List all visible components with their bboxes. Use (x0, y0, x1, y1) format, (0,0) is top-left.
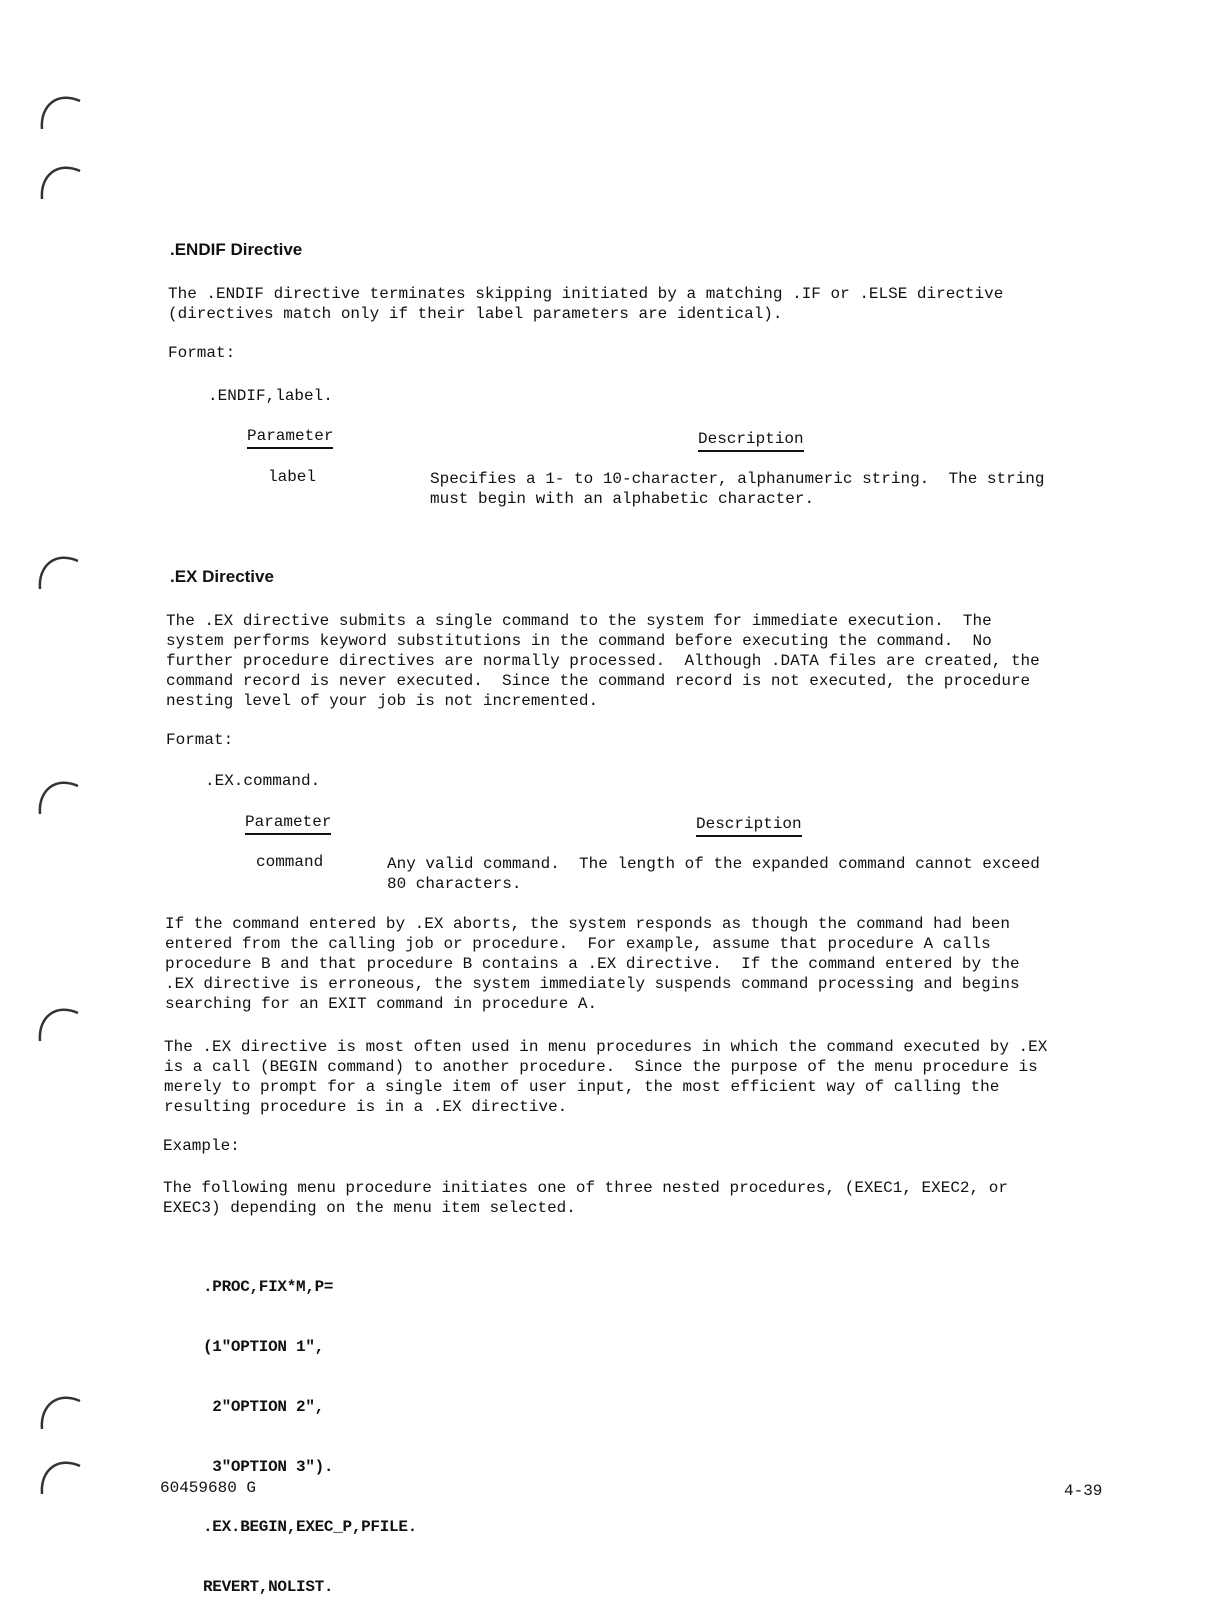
ex-menu-line: resulting procedure is in a .EX directive. (164, 1098, 568, 1116)
ex-abort-line: procedure B and that procedure B contains a .EX directive. If the command entered by the (165, 955, 1020, 973)
ex-line: system performs keyword substitutions in the command before executing the command. No (166, 632, 992, 650)
ex-param-desc-line: Any valid command. The length of the expanded command cannot exceed (387, 855, 1040, 873)
ex-example-intro (163, 1178, 1008, 1218)
binder-hole-mark (38, 1450, 84, 1496)
endif-line: (directives match only if their label parameters are identical). (168, 305, 783, 323)
footer-doc-number: 60459680 G (160, 1479, 257, 1497)
ex-param-desc-line: 80 characters. (387, 875, 522, 893)
binder-hole-mark (36, 770, 82, 816)
footer-page-number: 4-39 (1064, 1482, 1103, 1500)
ex-example-label: Example: (163, 1137, 240, 1155)
ex-menu-line: is a call (BEGIN command) to another procedure. Since the purpose of the menu procedure is (164, 1058, 1038, 1076)
binder-hole-mark (36, 545, 82, 591)
endif-param-name: label (268, 468, 317, 486)
ex-line: The .EX directive submits a single command to the system for immediate execution. The (166, 612, 992, 630)
ex-line: further procedure directives are normally processed. Although .DATA files are created, the (166, 652, 1040, 670)
ex-param-description (387, 854, 1040, 894)
ex-line: command record is never executed. Since the command record is not executed, the procedure (166, 672, 1031, 690)
code-line: (1"OPTION 1", (203, 1338, 324, 1356)
ex-heading: .EX Directive (170, 567, 274, 586)
ex-abort-line: .EX directive is erroneous, the system immediately suspends command processing and begins (165, 975, 1020, 993)
endif-param-desc-line: must begin with an alphabetic character. (430, 490, 815, 508)
binder-hole-mark (38, 155, 84, 201)
endif-format-syntax: .ENDIF,label. (208, 387, 333, 405)
ex-description (166, 611, 1040, 711)
endif-format-label: Format: (168, 344, 236, 362)
ex-abort-line: searching for an EXIT command in procedure A. (165, 995, 598, 1013)
ex-format-label: Format: (166, 731, 234, 749)
ex-abort-line: entered from the calling job or procedure. For example, assume that procedure A calls (165, 935, 991, 953)
ex-example-code (203, 1237, 417, 1617)
endif-param-desc-line: Specifies a 1- to 10-character, alphanumeric string. The string (430, 470, 1045, 488)
code-line: .EX.BEGIN,EXEC_P,PFILE. (203, 1518, 417, 1536)
binder-hole-mark (36, 997, 82, 1043)
code-line: 3"OPTION 3"). (203, 1458, 334, 1476)
ex-parameter-header: Parameter (245, 812, 331, 835)
ex-param-name: command (256, 853, 324, 871)
ex-menu-line: merely to prompt for a single item of user input, the most efficient way of calling the (164, 1078, 1000, 1096)
code-line: REVERT,NOLIST. (203, 1578, 334, 1596)
ex-line: nesting level of your job is not incremented. (166, 692, 599, 710)
ex-menu-line: The .EX directive is most often used in menu procedures in which the command executed by .EX (164, 1038, 1048, 1056)
code-line: 2"OPTION 2", (203, 1398, 324, 1416)
ex-description-header: Description (696, 814, 802, 837)
binder-hole-mark (38, 85, 84, 131)
ex-format-syntax: .EX.command. (205, 772, 321, 790)
code-line: .PROC,FIX*M,P= (203, 1278, 334, 1296)
endif-description-header: Description (698, 429, 804, 452)
endif-line: The .ENDIF directive terminates skipping initiated by a matching .IF or .ELSE directive (168, 285, 1004, 303)
endif-parameter-header: Parameter (247, 426, 333, 449)
endif-param-description (430, 469, 1045, 509)
ex-example-intro-line: The following menu procedure initiates one of three nested procedures, (EXEC1, EXEC2, or (163, 1179, 1008, 1197)
ex-menu-paragraph (164, 1037, 1047, 1117)
endif-heading: .ENDIF Directive (170, 240, 303, 259)
ex-abort-line: If the command entered by .EX aborts, the system responds as though the command had been (165, 915, 1010, 933)
binder-hole-mark (38, 1385, 84, 1431)
ex-example-intro-line: EXEC3) depending on the menu item selected. (163, 1199, 576, 1217)
ex-abort-paragraph (165, 914, 1020, 1014)
endif-description (168, 284, 1003, 324)
